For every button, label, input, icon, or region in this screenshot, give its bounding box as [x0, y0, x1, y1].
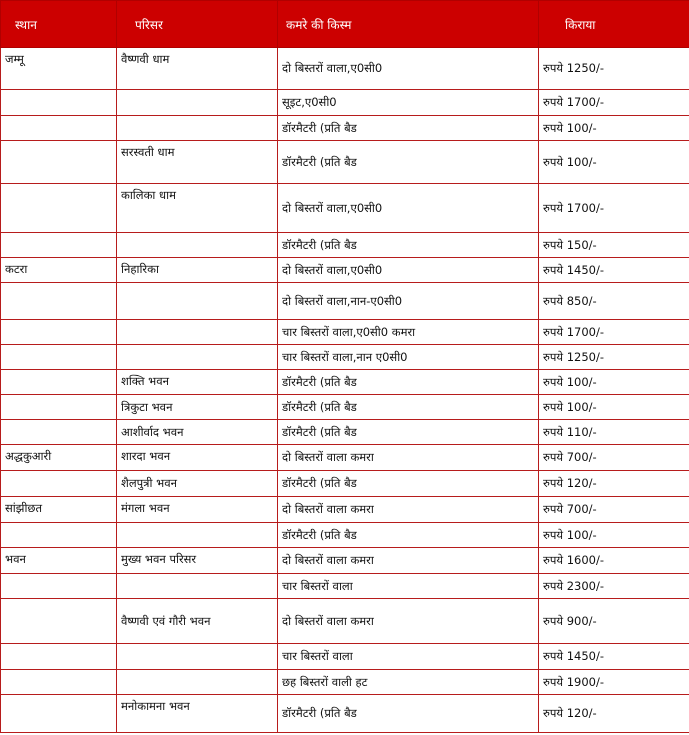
cell-room-type: डॉरमैटरी (प्रति बैड [278, 141, 539, 184]
table-row [1, 695, 689, 733]
cell-rent: रुपये 1600/- [539, 548, 689, 574]
table-row [1, 233, 689, 258]
cell-premises: शैलपुत्री भवन [117, 471, 278, 497]
cell-room-type: दो बिस्तरों वाला,ए0सी0 [278, 48, 539, 90]
cell-room-type: डॉरमैटरी (प्रति बैड [278, 695, 539, 733]
table-body [1, 48, 689, 733]
cell-rent: रुपये 1450/- [539, 258, 689, 283]
table-row [1, 184, 689, 233]
cell-rent: रुपये 110/- [539, 420, 689, 445]
cell-location [1, 395, 117, 420]
cell-premises: निहारिका [117, 258, 278, 283]
cell-location [1, 644, 117, 670]
table-row [1, 523, 689, 548]
cell-location [1, 370, 117, 395]
cell-room-type: दो बिस्तरों वाला कमरा [278, 445, 539, 471]
table-row [1, 320, 689, 345]
cell-room-type: डॉरमैटरी (प्रति बैड [278, 395, 539, 420]
cell-rent: रुपये 850/- [539, 283, 689, 320]
cell-location [1, 523, 117, 548]
cell-rent: रुपये 1250/- [539, 345, 689, 370]
cell-room-type: सूइट,ए0सी0 [278, 90, 539, 116]
cell-room-type: डॉरमैटरी (प्रति बैड [278, 233, 539, 258]
cell-location [1, 670, 117, 695]
table-row [1, 420, 689, 445]
cell-premises: वैष्णवी धाम [117, 48, 278, 90]
cell-room-type: छह बिस्तरों वाली हट [278, 670, 539, 695]
cell-room-type: दो बिस्तरों वाला कमरा [278, 548, 539, 574]
cell-rent: रुपये 100/- [539, 370, 689, 395]
cell-rent: रुपये 700/- [539, 445, 689, 471]
cell-room-type: डॉरमैटरी (प्रति बैड [278, 523, 539, 548]
cell-location [1, 345, 117, 370]
table-row [1, 599, 689, 644]
cell-premises: मुख्य भवन परिसर [117, 548, 278, 574]
cell-premises: मंगला भवन [117, 497, 278, 523]
cell-room-type: डॉरमैटरी (प्रति बैड [278, 420, 539, 445]
cell-rent: रुपये 1250/- [539, 48, 689, 90]
table-row [1, 48, 689, 90]
cell-premises [117, 320, 278, 345]
cell-location [1, 599, 117, 644]
table-row [1, 644, 689, 670]
cell-premises: त्रिकुटा भवन [117, 395, 278, 420]
cell-location [1, 574, 117, 599]
cell-room-type: दो बिस्तरों वाला,नान-ए0सी0 [278, 283, 539, 320]
cell-rent: रुपये 700/- [539, 497, 689, 523]
cell-rent: रुपये 900/- [539, 599, 689, 644]
table-row [1, 395, 689, 420]
table-row [1, 471, 689, 497]
cell-room-type: डॉरमैटरी (प्रति बैड [278, 370, 539, 395]
cell-premises [117, 574, 278, 599]
cell-room-type: चार बिस्तरों वाला,ए0सी0 कमरा [278, 320, 539, 345]
cell-premises: शारदा भवन [117, 445, 278, 471]
cell-rent: रुपये 1450/- [539, 644, 689, 670]
cell-location: जम्मू [1, 48, 117, 90]
cell-rent: रुपये 100/- [539, 523, 689, 548]
cell-rent: रुपये 100/- [539, 395, 689, 420]
cell-premises [117, 644, 278, 670]
cell-location [1, 695, 117, 733]
cell-premises [117, 116, 278, 141]
table-row [1, 258, 689, 283]
cell-premises [117, 283, 278, 320]
cell-premises [117, 90, 278, 116]
cell-rent: रुपये 100/- [539, 141, 689, 184]
table-row [1, 345, 689, 370]
cell-room-type: दो बिस्तरों वाला कमरा [278, 599, 539, 644]
table-row [1, 574, 689, 599]
cell-rent: रुपये 2300/- [539, 574, 689, 599]
cell-rent: रुपये 120/- [539, 695, 689, 733]
cell-rent: रुपये 1900/- [539, 670, 689, 695]
cell-room-type: दो बिस्तरों वाला,ए0सी0 [278, 184, 539, 233]
table-row [1, 548, 689, 574]
cell-rent: रुपये 1700/- [539, 184, 689, 233]
cell-premises: आशीर्वाद भवन [117, 420, 278, 445]
table-row [1, 90, 689, 116]
table-row [1, 370, 689, 395]
cell-premises [117, 233, 278, 258]
cell-premises [117, 345, 278, 370]
cell-premises: वैष्णवी एवं गौरी भवन [117, 599, 278, 644]
cell-room-type: दो बिस्तरों वाला कमरा [278, 497, 539, 523]
cell-location: अद्धकुआरी [1, 445, 117, 471]
cell-rent: रुपये 150/- [539, 233, 689, 258]
cell-location [1, 471, 117, 497]
table-row [1, 116, 689, 141]
cell-premises: सरस्वती धाम [117, 141, 278, 184]
cell-location [1, 320, 117, 345]
table-row [1, 670, 689, 695]
cell-premises: कालिका धाम [117, 184, 278, 233]
cell-premises: शक्ति भवन [117, 370, 278, 395]
table-row [1, 283, 689, 320]
cell-location [1, 90, 117, 116]
cell-location: सांझीछत [1, 497, 117, 523]
cell-location [1, 141, 117, 184]
cell-premises [117, 670, 278, 695]
cell-rent: रुपये 1700/- [539, 320, 689, 345]
header-room-type: कमरे की किस्म [278, 1, 539, 48]
cell-location [1, 283, 117, 320]
cell-location [1, 233, 117, 258]
header-location: स्थान [1, 1, 117, 48]
cell-location [1, 420, 117, 445]
cell-premises: मनोकामना भवन [117, 695, 278, 733]
table-row [1, 445, 689, 471]
cell-rent: रुपये 1700/- [539, 90, 689, 116]
cell-location [1, 116, 117, 141]
header-rent: किराया [539, 1, 689, 48]
table-row [1, 141, 689, 184]
cell-room-type: चार बिस्तरों वाला,नान ए0सी0 [278, 345, 539, 370]
cell-premises [117, 523, 278, 548]
table-row [1, 497, 689, 523]
cell-rent: रुपये 100/- [539, 116, 689, 141]
cell-rent: रुपये 120/- [539, 471, 689, 497]
cell-location: भवन [1, 548, 117, 574]
cell-location [1, 184, 117, 233]
table-header-row [1, 1, 689, 48]
cell-location: कटरा [1, 258, 117, 283]
header-premises: परिसर [117, 1, 278, 48]
cell-room-type: डॉरमैटरी (प्रति बैड [278, 116, 539, 141]
cell-room-type: चार बिस्तरों वाला [278, 574, 539, 599]
cell-room-type: दो बिस्तरों वाला,ए0सी0 [278, 258, 539, 283]
cell-room-type: डॉरमैटरी (प्रति बैड [278, 471, 539, 497]
cell-room-type: चार बिस्तरों वाला [278, 644, 539, 670]
